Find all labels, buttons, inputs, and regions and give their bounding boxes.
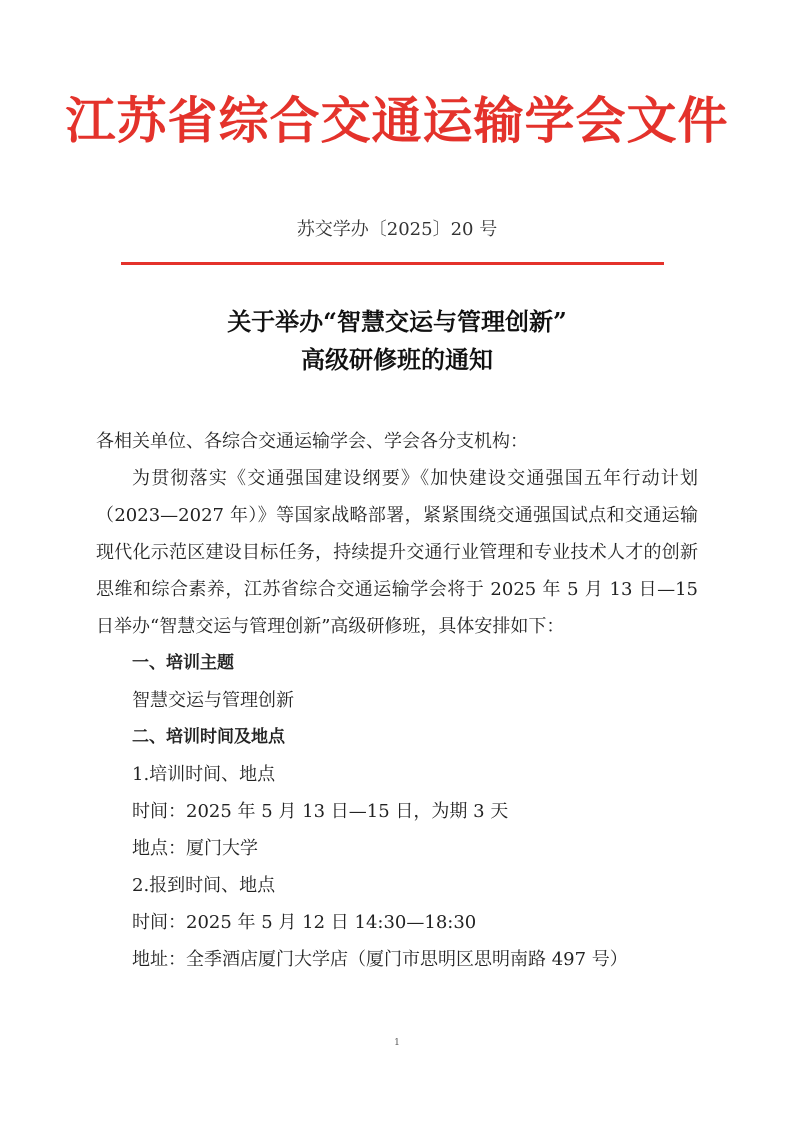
page-number: 1 (394, 1038, 400, 1048)
section-1-heading: 一、培训主题 (132, 653, 234, 673)
item-2-address: 地址：全季酒店厦门大学店（厦门市思明区思明南路 497 号） (132, 949, 628, 970)
issuer-masthead: 江苏省综合交通运输学会文件 (65, 91, 729, 150)
document-number: 苏交学办〔2025〕20 号 (296, 219, 498, 240)
intro-paragraph: 为贯彻落实《交通强国建设纲要》《加快建设交通强国五年行动计划（2023—2027 年）》等国家战略部署，紧紧围绕交通强国试点和交通运输现代化示范区建设目标任务，持续提升交通行业管理和专业技术人才的创新思维和综合素养，江苏省综合交通运输学会将于 2025 年 5 月 13 日—15 日举办“智慧交运与管理创新”高级研修班，具体安排如下： (96, 468, 698, 637)
item-1-place: 地点：厦门大学 (132, 838, 258, 859)
section-2-heading: 二、培训时间及地点 (132, 727, 285, 747)
salutation: 各相关单位、各综合交通运输学会、学会各分支机构： (96, 431, 528, 452)
document-title (0, 303, 794, 379)
red-divider-line (121, 262, 664, 265)
item-1-title: 1.培训时间、地点 (132, 764, 276, 785)
document-body (96, 423, 698, 978)
item-1-time: 时间：2025 年 5 月 13 日—15 日，为期 3 天 (132, 801, 509, 822)
title-line-2: 高级研修班的通知 (301, 345, 493, 374)
section-1-text: 智慧交运与管理创新 (132, 690, 294, 711)
item-2-title: 2.报到时间、地点 (132, 875, 276, 896)
item-2-time: 时间：2025 年 5 月 12 日 14:30—18:30 (132, 912, 477, 933)
title-line-1: 关于举办“智慧交运与管理创新” (227, 307, 567, 336)
